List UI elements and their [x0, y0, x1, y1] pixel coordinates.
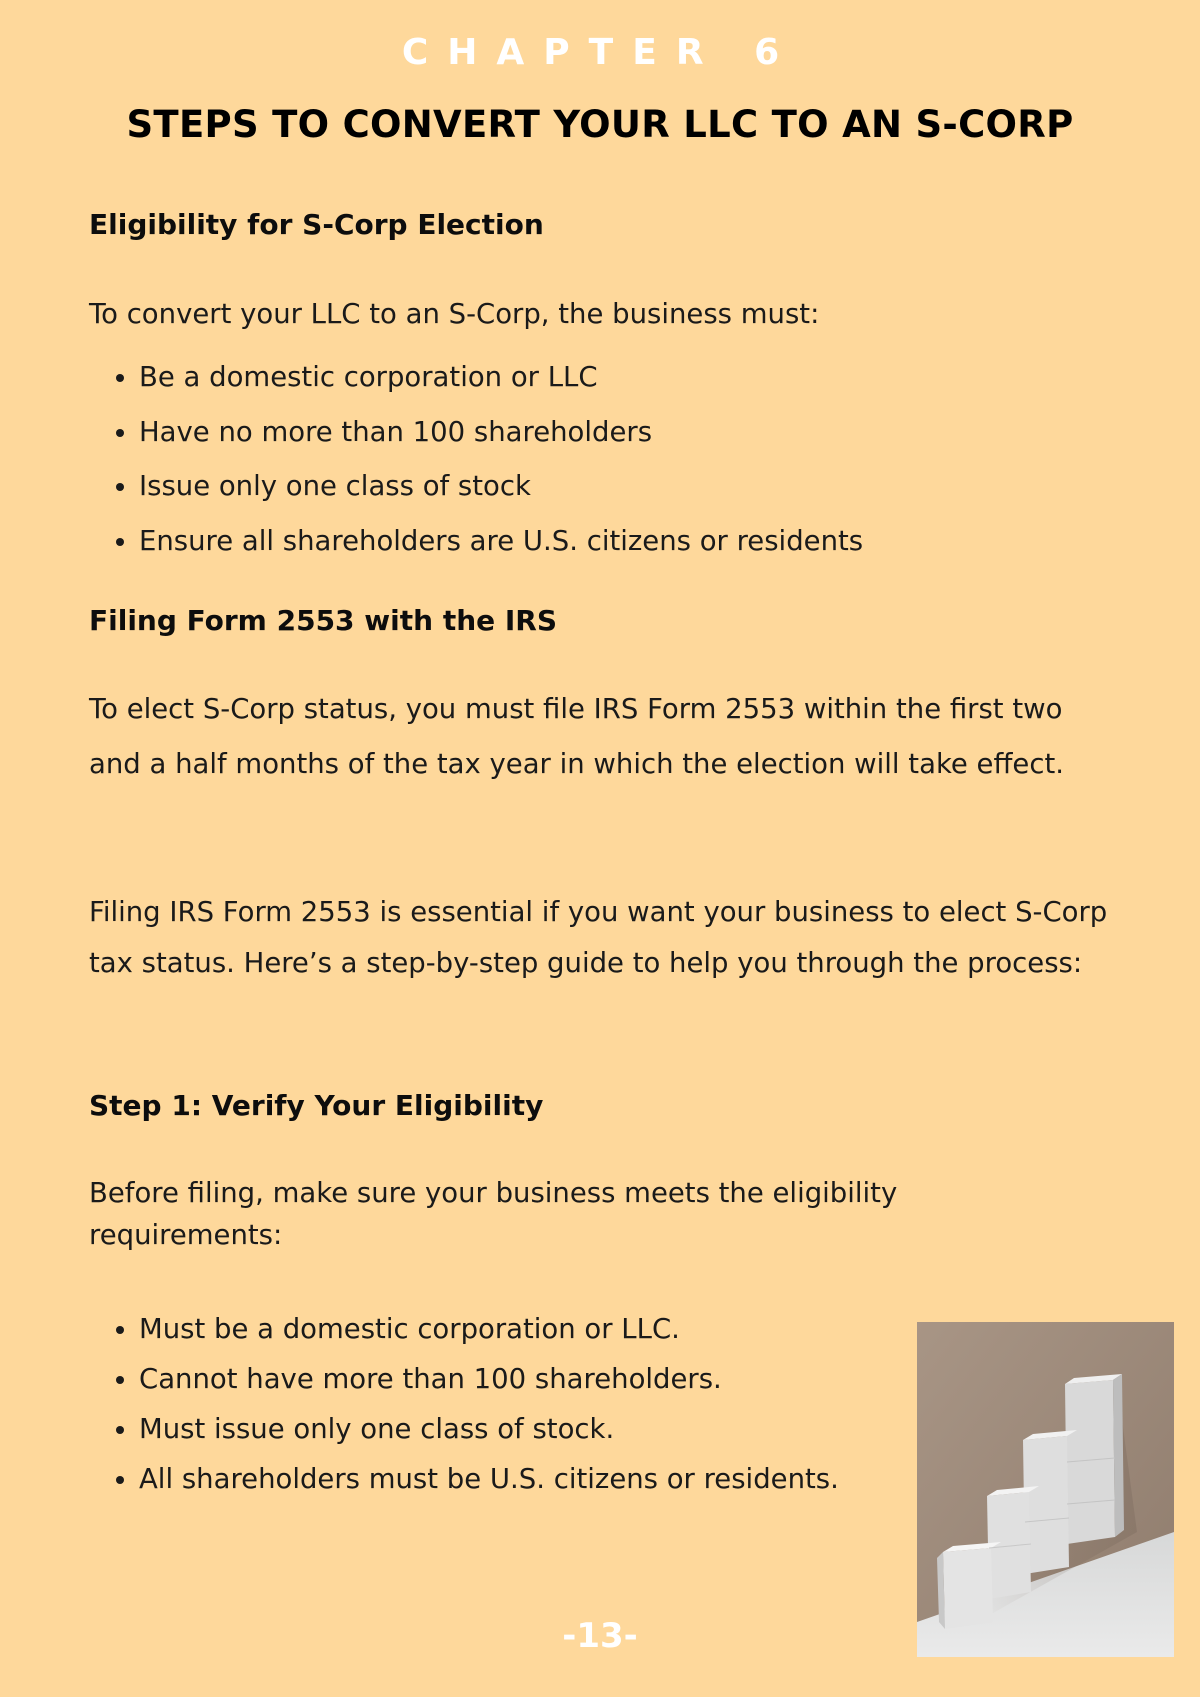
step1-list: [89, 1304, 839, 1504]
page-number: -13-: [562, 1616, 638, 1656]
filing-paragraph-2: Filing IRS Form 2553 is essential if you want your business to elect S-Corp tax status. Here’s a step-by-step guide to help you through the process:: [89, 896, 1108, 979]
list-item: • Cannot have more than 100 shareholders.: [139, 1354, 839, 1404]
list-item: • Ensure all shareholders are U.S. citizens or residents: [139, 514, 863, 569]
list-item: • Be a domestic corporation or LLC: [139, 350, 863, 405]
list-item: • Must issue only one class of stock.: [139, 1404, 839, 1454]
list-item: • Issue only one class of stock: [139, 459, 863, 514]
filing-paragraph-1: To elect S-Corp status, you must file IRS Form 2553 within the first two and a half months of the tax year in which the election will take effect.: [89, 693, 1064, 780]
list-item: • Have no more than 100 shareholders: [139, 405, 863, 460]
eligibility-intro: To convert your LLC to an S-Corp, the business must:: [89, 298, 820, 330]
eligibility-list: [89, 350, 863, 568]
step1-intro: Before filing, make sure your business meets the eligibility requirements:: [89, 1177, 898, 1251]
list-item: • All shareholders must be U.S. citizens or residents.: [139, 1454, 839, 1504]
stacked-blocks-icon: [917, 1322, 1174, 1657]
page-title: STEPS TO CONVERT YOUR LLC TO AN S-CORP: [126, 103, 1074, 146]
chapter-label: CHAPTER 6: [401, 32, 799, 73]
stacked-blocks-photo: [917, 1322, 1174, 1657]
step1-heading: Step 1: Verify Your Eligibility: [89, 1089, 544, 1122]
filing-heading: Filing Form 2553 with the IRS: [89, 604, 558, 637]
list-item: • Must be a domestic corporation or LLC.: [139, 1304, 839, 1354]
eligibility-heading: Eligibility for S-Corp Election: [89, 208, 544, 241]
